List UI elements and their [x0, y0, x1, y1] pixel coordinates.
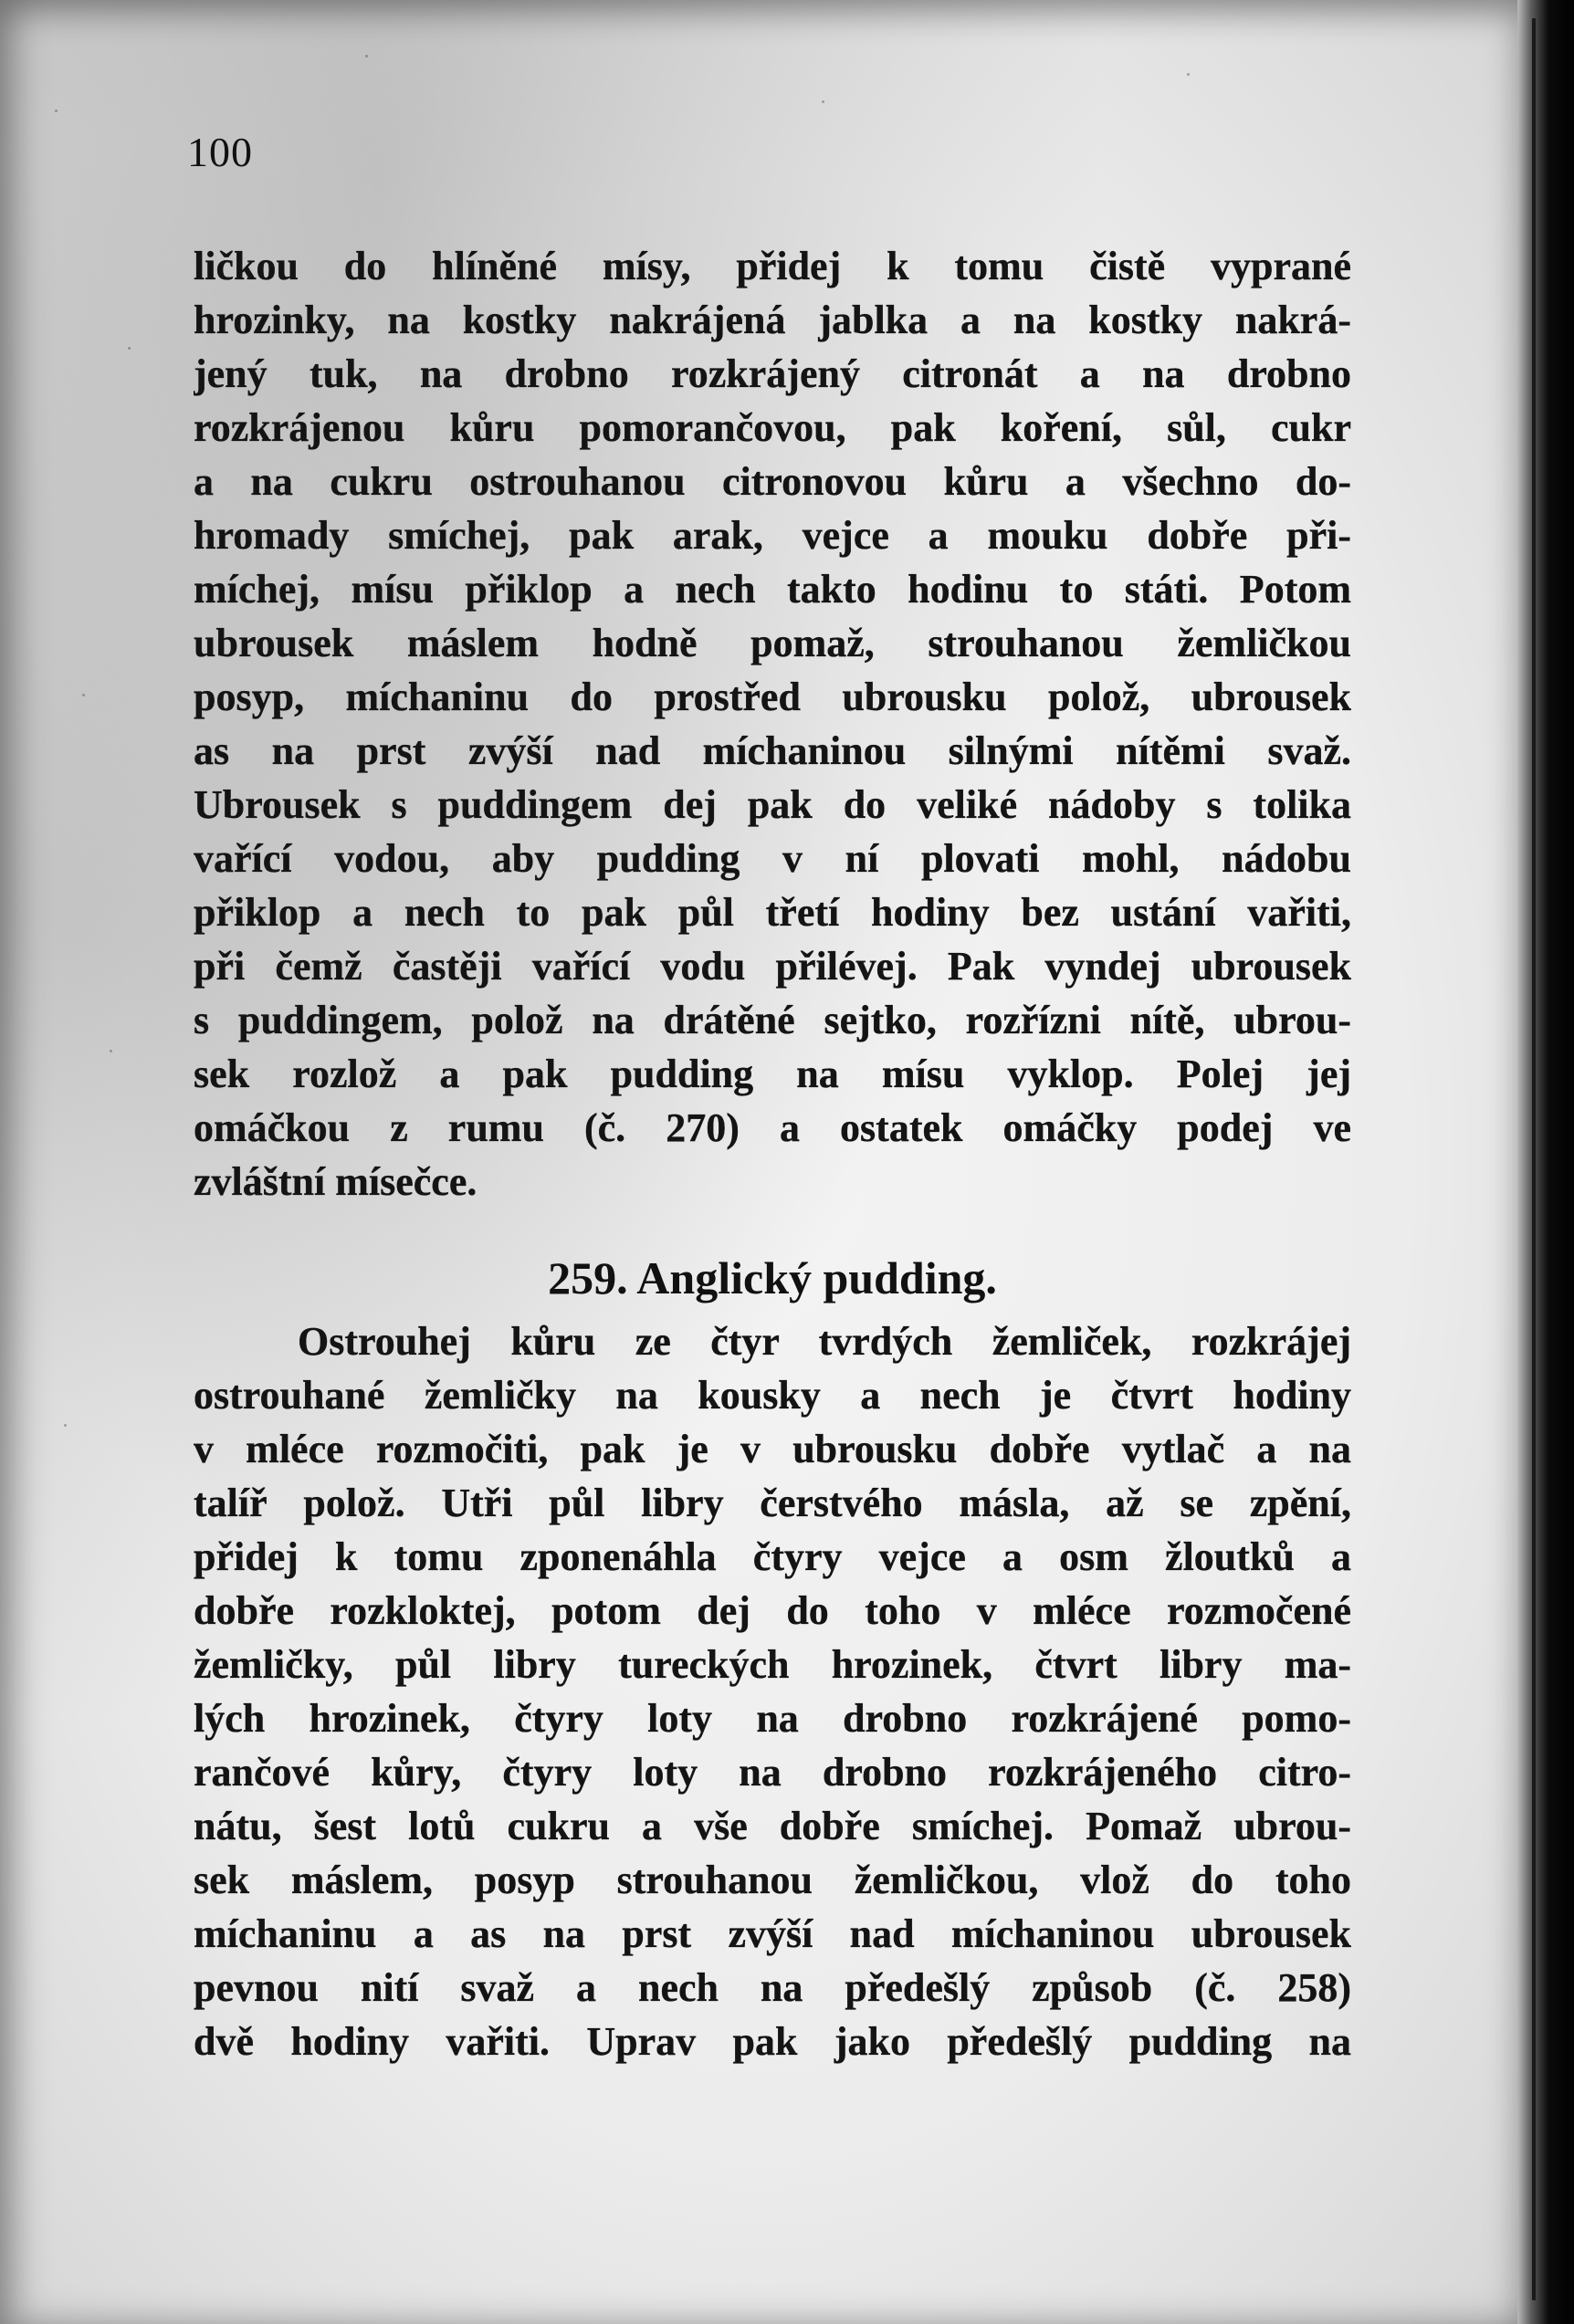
text-line: sek máslem, posyp strouhanou žemličkou, vlož do toho — [194, 1858, 1351, 1902]
text-line: vařící vodou, aby pudding v ní plovati mohl, nádobu — [194, 836, 1351, 881]
text-line: s puddingem, polož na drátěné sejtko, rozřízni nítě, ubrou- — [194, 998, 1351, 1042]
text-line: talíř polož. Utři půl libry čerstvého másla, až se zpění, — [194, 1481, 1351, 1525]
text-line: Ubrousek s puddingem dej pak do veliké nádoby s tolika — [194, 782, 1351, 827]
page-edge-shadow — [1517, 0, 1574, 2324]
scan-speck — [55, 110, 58, 112]
text-line: hromady smíchej, pak arak, vejce a mouku dobře při- — [194, 513, 1351, 558]
text-line: omáčkou z rumu (č. 270) a ostatek omáčky podej ve — [194, 1105, 1351, 1150]
scan-speck — [1187, 73, 1190, 76]
text-line: žemličky, půl libry tureckých hrozinek, čtvrt libry ma- — [194, 1642, 1351, 1687]
text-line: dobře rozkloktej, potom dej do toho v mléce rozmočené — [194, 1588, 1351, 1633]
page-edge-line — [1532, 18, 1536, 2300]
text-line: v mléce rozmočiti, pak je v ubrousku dobře vytlač a na — [194, 1427, 1351, 1471]
scan-speck — [82, 694, 85, 696]
text-line: přidej k tomu zponenáhla čtyry vejce a osm žloutků a — [194, 1534, 1351, 1579]
scan-speck — [110, 1050, 112, 1052]
text-line: as na prst zvýší nad míchaninou silnými nítěmi svaž. — [194, 728, 1351, 773]
text-line: rančové kůry, čtyry loty na drobno rozkrájeného citro- — [194, 1750, 1351, 1795]
continued-paragraph — [194, 239, 1351, 1209]
recipe-paragraph — [194, 1314, 1351, 2068]
text-line: lých hrozinek, čtyry loty na drobno rozkrájené pomo- — [194, 1696, 1351, 1741]
scan-speck — [822, 100, 824, 103]
text-line: nátu, šest lotů cukru a vše dobře smíchej. Pomaž ubrou- — [194, 1804, 1351, 1848]
text-line: dvě hodiny vařiti. Uprav pak jako předešlý pudding na — [194, 2019, 1351, 2064]
text-line: rozkrájenou kůru pomorančovou, pak koření, sůl, cukr — [194, 405, 1351, 450]
page-number: 100 — [187, 129, 253, 175]
scan-speck — [128, 347, 131, 350]
text-line: posyp, míchaninu do prostřed ubrousku polož, ubrousek — [194, 675, 1351, 719]
scan-speck — [365, 55, 368, 58]
text-line: ubrousek máslem hodně pomaž, strouhanou žemličkou — [194, 621, 1351, 665]
text-line: zvláštní mísečce. — [194, 1159, 477, 1204]
recipe-heading: 259. Anglický pudding. — [548, 1252, 997, 1303]
text-line: přiklop a nech to pak půl třetí hodiny bez ustání vařiti, — [194, 890, 1351, 935]
scan-speck — [64, 1424, 67, 1427]
text-line: sek rozlož a pak pudding na mísu vyklop. Polej jej — [194, 1052, 1351, 1096]
text-line: Ostrouhej kůru ze čtyr tvrdých žemliček, rozkrájej — [298, 1319, 1351, 1364]
text-line: a na cukru ostrouhanou citronovou kůru a všechno do- — [194, 459, 1351, 504]
text-line: při čemž častěji vařící vodu přilévej. Pak vyndej ubrousek — [194, 944, 1351, 989]
text-line: jený tuk, na drobno rozkrájený citronát a na drobno — [194, 351, 1351, 396]
text-line: pevnou nití svaž a nech na předešlý způsob (č. 258) — [194, 1965, 1351, 2010]
text-line: hrozinky, na kostky nakrájená jablka a na kostky nakrá- — [194, 298, 1351, 342]
text-line: ličkou do hlíněné mísy, přidej k tomu čistě vyprané — [194, 244, 1351, 288]
text-line: ostrouhané žemličky na kousky a nech je čtvrt hodiny — [194, 1373, 1351, 1418]
text-line: míchej, mísu přiklop a nech takto hodinu to státi. Potom — [194, 567, 1351, 612]
text-line: míchaninu a as na prst zvýší nad míchaninou ubrousek — [194, 1911, 1351, 1956]
